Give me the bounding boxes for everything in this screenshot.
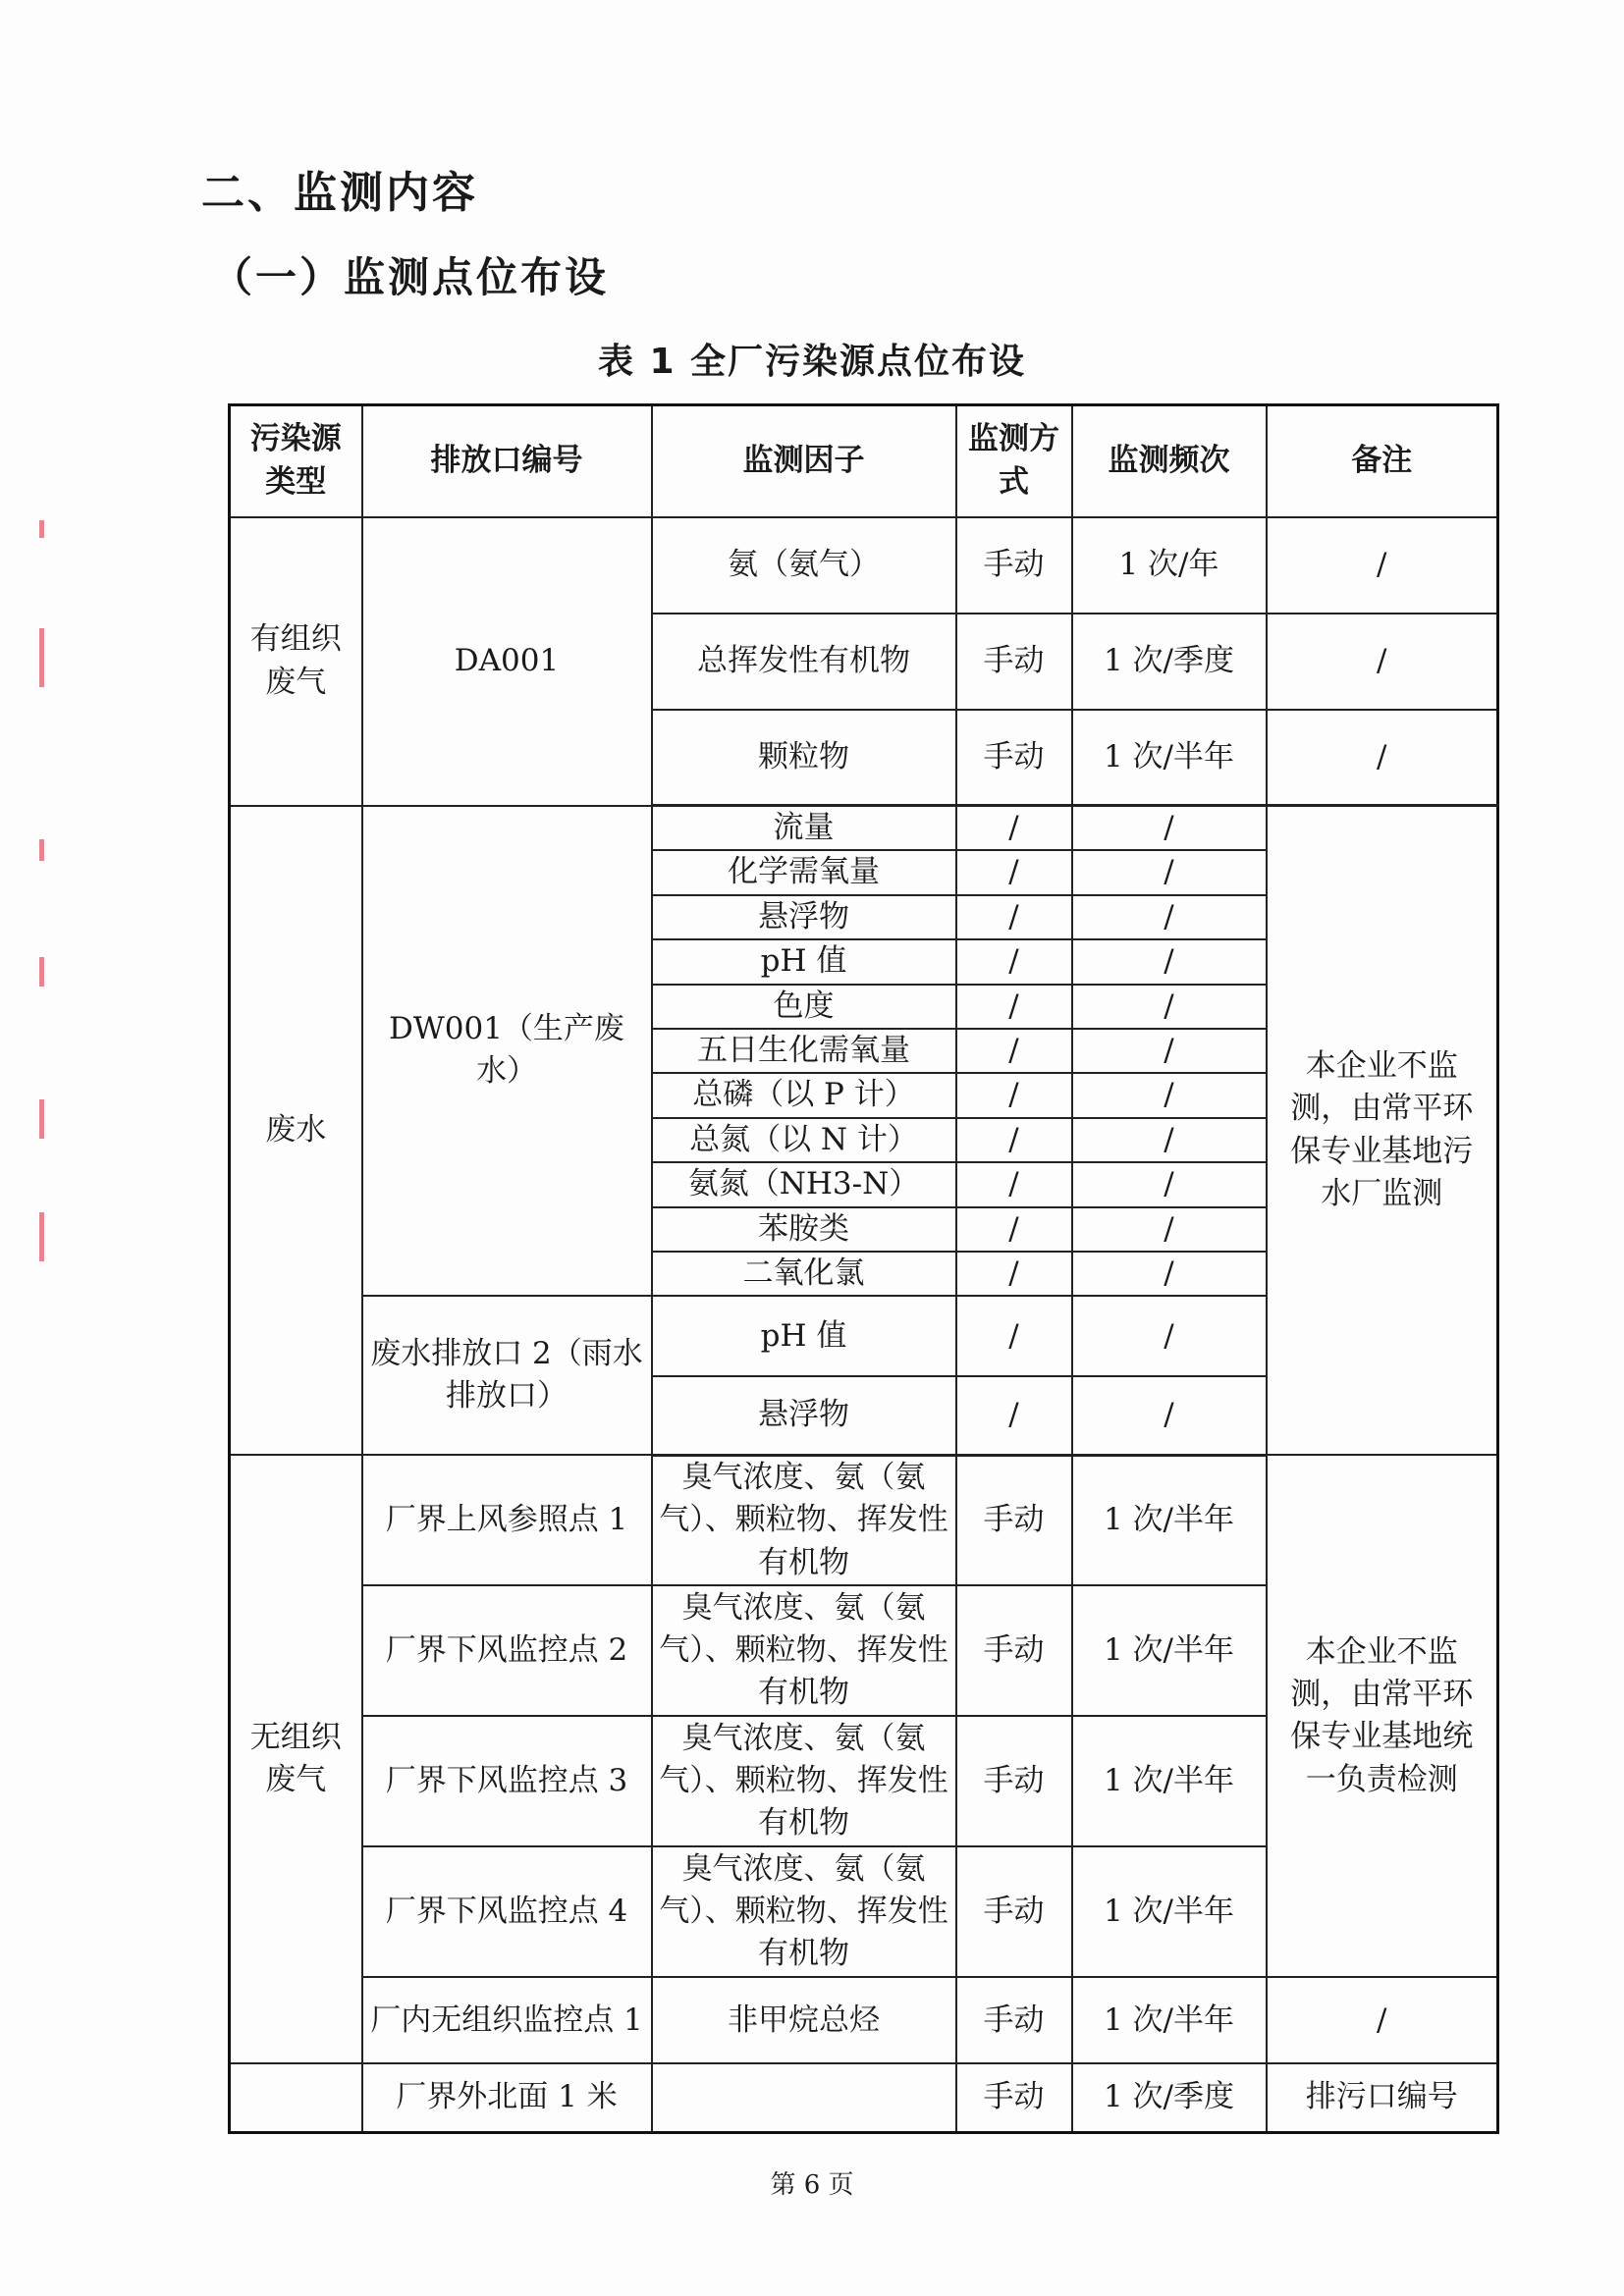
- outlet-cell: 厂界下风监控点 4: [362, 1846, 652, 1977]
- outlet-cell: DW001（生产废水）: [362, 806, 652, 1297]
- factor-cell: 臭气浓度、氨（氨气）、颗粒物、挥发性有机物: [652, 1716, 956, 1846]
- section-heading: 二、监测内容: [201, 168, 478, 218]
- subsection-heading: （一）监测点位布设: [211, 253, 610, 301]
- frequency-cell: 1 次/半年: [1072, 1716, 1267, 1846]
- method-cell: 手动: [956, 517, 1072, 614]
- factor-cell: 总挥发性有机物: [652, 614, 956, 710]
- method-cell: 手动: [956, 2063, 1072, 2132]
- remark-cell: /: [1267, 710, 1498, 806]
- scan-edge-mark: [39, 1099, 44, 1139]
- frequency-cell: /: [1072, 806, 1267, 851]
- method-cell: 手动: [956, 710, 1072, 806]
- method-cell: /: [956, 985, 1072, 1029]
- scan-edge-mark: [39, 957, 44, 987]
- method-cell: 手动: [956, 1977, 1072, 2063]
- frequency-cell: /: [1072, 985, 1267, 1029]
- frequency-cell: /: [1072, 895, 1267, 939]
- remark-cell: 排污口编号: [1267, 2063, 1498, 2132]
- frequency-cell: /: [1072, 939, 1267, 984]
- method-cell: /: [956, 1118, 1072, 1162]
- frequency-cell: 1 次/半年: [1072, 1977, 1267, 2063]
- remark-cell: /: [1267, 517, 1498, 614]
- method-cell: /: [956, 1207, 1072, 1252]
- method-cell: /: [956, 1029, 1072, 1073]
- method-cell: 手动: [956, 1846, 1072, 1977]
- frequency-cell: 1 次/季度: [1072, 614, 1267, 710]
- header-cell: 备注: [1267, 405, 1498, 517]
- frequency-cell: /: [1072, 1073, 1267, 1117]
- table-row: [230, 517, 1498, 614]
- factor-cell: 色度: [652, 985, 956, 1029]
- frequency-cell: /: [1072, 850, 1267, 894]
- page-number: 第 6 页: [770, 2170, 854, 2200]
- header-cell: 监测因子: [652, 405, 956, 517]
- table-header-row: [230, 405, 1498, 517]
- factor-cell: 流量: [652, 806, 956, 851]
- frequency-cell: 1 次/年: [1072, 517, 1267, 614]
- method-cell: /: [956, 1252, 1072, 1296]
- method-cell: /: [956, 939, 1072, 984]
- frequency-cell: 1 次/半年: [1072, 710, 1267, 806]
- factor-cell: 氨氮（NH3-N）: [652, 1162, 956, 1206]
- header-cell: 污染源类型: [230, 405, 362, 517]
- outlet-cell: 厂界外北面 1 米: [362, 2063, 652, 2132]
- factor-cell: [652, 2063, 956, 2132]
- scan-edge-mark: [39, 839, 44, 861]
- source-type-cell: 有组织废气: [230, 517, 362, 806]
- remark-cell: /: [1267, 1977, 1498, 2063]
- frequency-cell: 1 次/半年: [1072, 1585, 1267, 1716]
- factor-cell: 化学需氧量: [652, 850, 956, 894]
- table-caption: 表 1 全厂污染源点位布设: [597, 342, 1027, 382]
- header-cell: 监测方式: [956, 405, 1072, 517]
- method-cell: /: [956, 850, 1072, 894]
- scan-edge-mark: [39, 1212, 44, 1261]
- remark-cell: 本企业不监测，由常平环保专业基地统一负责检测: [1267, 1455, 1498, 1977]
- method-cell: /: [956, 1296, 1072, 1376]
- remark-cell: /: [1267, 614, 1498, 710]
- source-type-cell: [230, 2063, 362, 2132]
- frequency-cell: /: [1072, 1296, 1267, 1376]
- scan-edge-mark: [39, 628, 44, 687]
- factor-cell: 悬浮物: [652, 895, 956, 939]
- factor-cell: 氨（氨气）: [652, 517, 956, 614]
- method-cell: /: [956, 895, 1072, 939]
- method-cell: /: [956, 1162, 1072, 1206]
- table-row: [230, 806, 1498, 851]
- factor-cell: 颗粒物: [652, 710, 956, 806]
- factor-cell: 苯胺类: [652, 1207, 956, 1252]
- factor-cell: 悬浮物: [652, 1376, 956, 1455]
- factor-cell: 五日生化需氧量: [652, 1029, 956, 1073]
- method-cell: 手动: [956, 1716, 1072, 1846]
- frequency-cell: 1 次/季度: [1072, 2063, 1267, 2132]
- frequency-cell: /: [1072, 1162, 1267, 1206]
- method-cell: /: [956, 1376, 1072, 1455]
- table-row: [230, 2063, 1498, 2132]
- frequency-cell: 1 次/半年: [1072, 1846, 1267, 1977]
- factor-cell: 臭气浓度、氨（氨气）、颗粒物、挥发性有机物: [652, 1585, 956, 1716]
- method-cell: 手动: [956, 1585, 1072, 1716]
- factor-cell: 总氮（以 N 计）: [652, 1118, 956, 1162]
- remark-cell: 本企业不监测，由常平环保专业基地污水厂监测: [1267, 806, 1498, 1456]
- outlet-cell: 废水排放口 2（雨水排放口）: [362, 1296, 652, 1455]
- table-row: [230, 1977, 1498, 2063]
- outlet-cell: 厂界上风参照点 1: [362, 1455, 652, 1585]
- factor-cell: 臭气浓度、氨（氨气）、颗粒物、挥发性有机物: [652, 1846, 956, 1977]
- frequency-cell: /: [1072, 1207, 1267, 1252]
- method-cell: /: [956, 1073, 1072, 1117]
- frequency-cell: /: [1072, 1376, 1267, 1455]
- header-cell: 排放口编号: [362, 405, 652, 517]
- pollution-source-table: [228, 403, 1499, 2134]
- frequency-cell: 1 次/半年: [1072, 1455, 1267, 1585]
- table-row: [230, 1455, 1498, 1585]
- scan-edge-mark: [39, 520, 44, 538]
- outlet-cell: 厂界下风监控点 2: [362, 1585, 652, 1716]
- factor-cell: 臭气浓度、氨（氨气）、颗粒物、挥发性有机物: [652, 1455, 956, 1585]
- outlet-cell: 厂界下风监控点 3: [362, 1716, 652, 1846]
- outlet-cell: DA001: [362, 517, 652, 806]
- method-cell: /: [956, 806, 1072, 851]
- outlet-cell: 厂内无组织监控点 1: [362, 1977, 652, 2063]
- factor-cell: pH 值: [652, 1296, 956, 1376]
- factor-cell: 总磷（以 P 计）: [652, 1073, 956, 1117]
- method-cell: 手动: [956, 1455, 1072, 1585]
- factor-cell: 二氧化氯: [652, 1252, 956, 1296]
- factor-cell: 非甲烷总烃: [652, 1977, 956, 2063]
- frequency-cell: /: [1072, 1252, 1267, 1296]
- frequency-cell: /: [1072, 1118, 1267, 1162]
- factor-cell: pH 值: [652, 939, 956, 984]
- header-cell: 监测频次: [1072, 405, 1267, 517]
- frequency-cell: /: [1072, 1029, 1267, 1073]
- source-type-cell: 无组织废气: [230, 1455, 362, 2063]
- source-type-cell: 废水: [230, 806, 362, 1456]
- method-cell: 手动: [956, 614, 1072, 710]
